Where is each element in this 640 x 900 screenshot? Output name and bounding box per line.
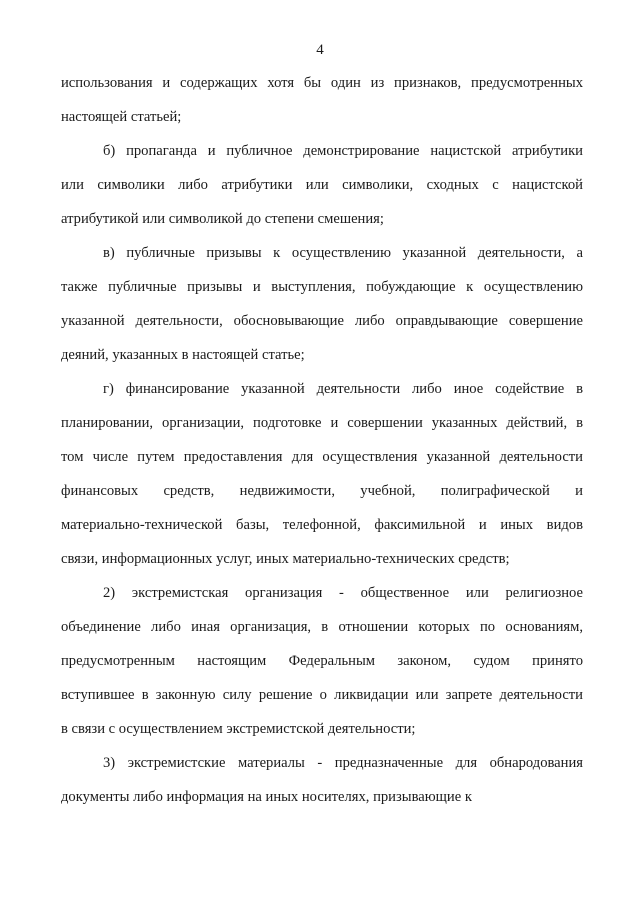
paragraph [61,372,583,576]
text-line: в связи с осуществлением экстремистской деятельности; [61,721,416,737]
paragraph [61,236,583,372]
text-line: финансовых средств, недвижимости, учебной, полиграфической и [61,483,583,499]
paragraph [61,746,583,814]
text-line: 3) экстремистские материалы - предназначенные для обнародования [103,755,583,771]
text-line: в) публичные призывы к осуществлению указанной деятельности, а [103,245,583,261]
text-line: том числе путем предоставления для осуществления указанной деятельности [61,449,583,465]
text-line: документы либо информация на иных носителях, призывающие к [61,789,472,805]
text-line: атрибутикой или символикой до степени смешения; [61,211,384,227]
text-line: 2) экстремистская организация - общественное или религиозное [103,585,583,601]
text-line: объединение либо иная организация, в отношении которых по основаниям, [61,619,583,635]
document-body [61,66,583,814]
text-line: материально-технической базы, телефонной, факсимильной и иных видов [61,517,583,533]
text-line: предусмотренным настоящим Федеральным законом, судом принято [61,653,583,669]
text-line: г) финансирование указанной деятельности либо иное содействие в [103,381,583,397]
text-line: вступившее в законную силу решение о ликвидации или запрете деятельности [61,687,583,703]
paragraph [61,576,583,746]
text-line: использования и содержащих хотя бы один из признаков, предусмотренных [61,75,583,91]
paragraph [61,134,583,236]
text-line: планировании, организации, подготовке и совершении указанных действий, в [61,415,583,431]
paragraph [61,66,583,134]
text-line: также публичные призывы и выступления, побуждающие к осуществлению [61,279,583,295]
page-number: 4 [316,42,324,58]
text-line: б) пропаганда и публичное демонстрирование нацистской атрибутики [103,143,583,159]
text-line: деяний, указанных в настоящей статье; [61,347,305,363]
text-line: связи, информационных услуг, иных материально-технических средств; [61,551,510,567]
text-line: настоящей статьей; [61,109,182,125]
text-line: указанной деятельности, обосновывающие либо оправдывающие совершение [61,313,583,329]
text-line: или символики либо атрибутики или символики, сходных с нацистской [61,177,583,193]
